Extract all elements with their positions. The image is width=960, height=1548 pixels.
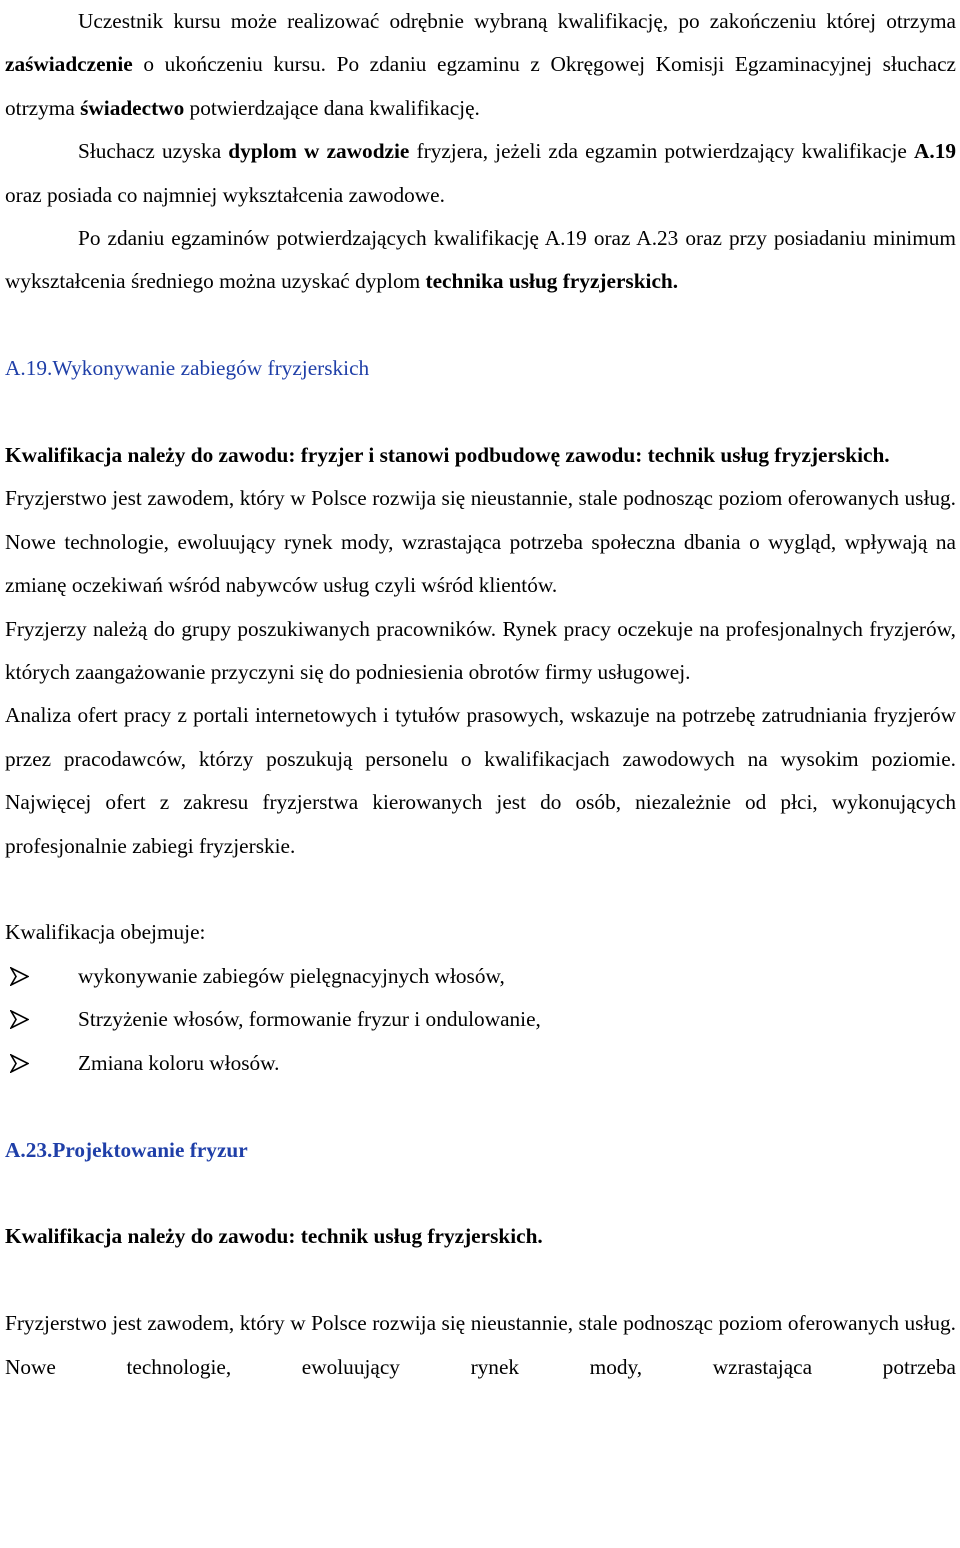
diploma-term: świadectwo — [80, 95, 185, 120]
text-run: potwierdzające dana kwalifikację. — [184, 95, 480, 120]
diploma-in-profession-term: dyplom w zawodzie — [228, 139, 410, 164]
certificate-term: zaświadczenie — [5, 52, 133, 77]
arrowhead-bullet-icon — [10, 1054, 29, 1073]
arrowhead-bullet-icon — [10, 967, 29, 986]
intro-paragraph-technician — [5, 217, 956, 304]
intro-paragraph-certificate — [5, 0, 956, 130]
technician-title: technika usług fryzjerskich. — [425, 269, 679, 294]
list-item — [5, 1042, 956, 1085]
section-code: A.23. — [5, 1137, 53, 1162]
paragraph: Fryzjerzy należą do grupy poszukiwanych pracowników. Rynek pracy oczekuje na profesjonalnych fryzjerów, których zaangażowanie przyczyni się do podniesienia obrotów firmy usługowej. — [5, 616, 956, 685]
qualification-list — [5, 955, 956, 1085]
qualification-belongs-a23: Kwalifikacja należy do zawodu: technik usług fryzjerskich. — [5, 1224, 543, 1249]
document-page — [5, 0, 956, 1389]
qualification-belongs-a19: Kwalifikacja należy do zawodu: fryzjer i stanowi podbudowę zawodu: technik usług fryzjerskich. — [5, 443, 890, 468]
paragraph: Fryzjerstwo jest zawodem, który w Polsce rozwija się nieustannie, stale podnosząc poziom oferowanych usług. Nowe technologie, ewoluujący rynek mody, wzrastająca potrzeba — [5, 1311, 956, 1379]
list-item — [5, 998, 956, 1041]
qualification-code: A.19 — [913, 139, 956, 164]
text-run: Po zdaniu egzaminów potwierdzających kwalifikację A.19 oraz A.23 oraz przy posiadaniu minimum wykształcenia średniego można uzyskać dyplom — [5, 226, 956, 294]
section-title: Projektowanie fryzur — [52, 1137, 248, 1162]
text-run: Słuchacz uzyska — [78, 139, 229, 164]
qualification-includes-label: Kwalifikacja obejmuje: — [5, 920, 206, 945]
text-run: o ukończeniu kursu. Po zdaniu egzaminu z Okręgowej Komisji Egzaminacyjnej słuchacz otrzyma — [5, 52, 956, 120]
arrowhead-bullet-icon — [10, 1010, 29, 1029]
list-item-text: wykonywanie zabiegów pielęgnacyjnych włosów, — [78, 963, 505, 988]
section-title: Wykonywanie zabiegów fryzjerskich — [52, 356, 370, 381]
intro-paragraph-diploma — [5, 130, 956, 217]
text-run: fryzjera, jeżeli zda egzamin potwierdzający kwalifikacje — [409, 139, 914, 164]
paragraph: Fryzjerstwo jest zawodem, który w Polsce rozwija się nieustannie, stale podnosząc poziom oferowanych usług. Nowe technologie, ewoluujący rynek mody, wzrastająca potrzeba społeczna dbania o wygląd, wpływają na zmianę oczekiwań wśród nabywców usług czyli wśród klientów. — [5, 486, 956, 598]
list-item — [5, 955, 956, 998]
list-item-text: Strzyżenie włosów, formowanie fryzur i ondulowanie, — [78, 1007, 541, 1032]
text-run: oraz posiada co najmniej wykształcenia zawodowe. — [5, 182, 445, 207]
section-heading-a19 — [5, 347, 956, 390]
text-run: Uczestnik kursu może realizować odrębnie wybraną kwalifikację, po zakończeniu której otrzyma — [78, 9, 956, 33]
paragraph: Analiza ofert pracy z portali internetowych i tytułów prasowych, wskazuje na potrzebę zatrudniania fryzjerów przez pracodawców, którzy poszukują personelu o kwalifikacjach zawodowych na wysokim poziomie. Najwięcej ofert z zakresu fryzjerstwa kierowanych jest do osób, niezależnie od płci, wykonujących profesjonalnie zabiegi fryzjerskie. — [5, 703, 956, 858]
list-item-text: Zmiana koloru włosów. — [78, 1050, 280, 1075]
section-code: A.19. — [5, 356, 53, 381]
section-heading-a23 — [5, 1129, 956, 1172]
